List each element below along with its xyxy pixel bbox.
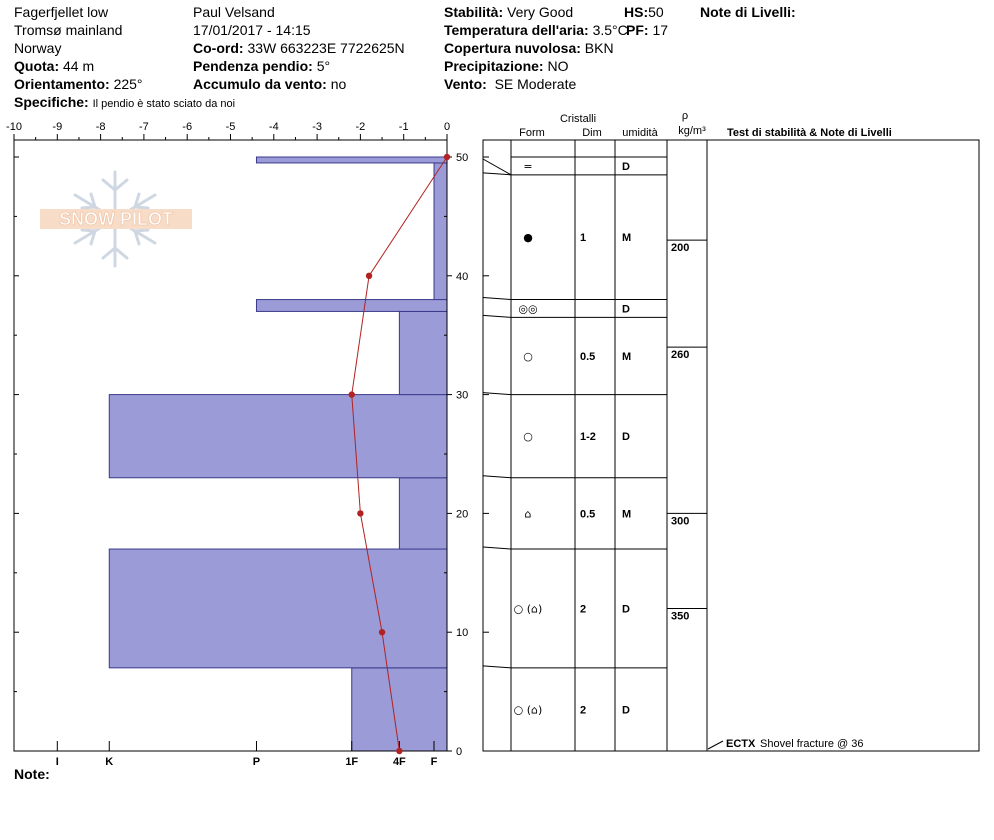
stability-value: Very Good	[507, 4, 574, 20]
layer-dim-1: 1	[580, 232, 587, 245]
temp-tick-label-2: -8	[95, 121, 106, 133]
layer-connector-top	[483, 159, 511, 175]
layer-notes-label: Note di Livelli:	[700, 4, 796, 20]
layer-connector-5	[483, 476, 511, 478]
wind-accumulation-label: Accumulo da vento:	[193, 76, 327, 92]
orientation-value: 225°	[113, 76, 143, 92]
wind-accumulation-value: no	[330, 76, 347, 92]
pf-value: 17	[652, 22, 669, 38]
slope-value: 5°	[316, 58, 331, 74]
stability-test-note-0: Shovel fracture @ 36	[760, 738, 864, 750]
temp-tick-label-10: 0	[443, 121, 451, 133]
density-value-0: 200	[671, 242, 690, 255]
layer-form-2: ◎◎	[518, 302, 538, 316]
header-form: Form	[519, 127, 545, 139]
hardness-bar-3	[109, 395, 447, 478]
layer-dim-5: 0.5	[580, 508, 596, 521]
stability-test-pointer-0	[708, 741, 723, 749]
header-rho: ρ	[681, 110, 689, 122]
hs-label: HS:	[624, 4, 649, 20]
quota-label: Quota:	[14, 58, 60, 74]
layer-connector-3	[483, 315, 511, 317]
temp-tick-label-3: -7	[139, 121, 149, 133]
layer-connector-2	[483, 298, 511, 300]
slope-label: Pendenza pendio:	[193, 58, 313, 74]
hardness-label-3: 1F	[345, 756, 359, 768]
temperature-point-4	[379, 629, 385, 635]
note-label: Note:	[14, 766, 50, 782]
wind-label: Vento:	[444, 76, 487, 92]
height-tick-label-1: 10	[456, 627, 469, 640]
header-crystals: Cristalli	[559, 113, 597, 125]
hs-value: 50	[648, 4, 664, 20]
layer-table-frame	[483, 140, 979, 751]
layer-moisture-6: D	[622, 603, 630, 616]
header-stability-tests: Test di stabilità & Note di Livelli	[727, 127, 892, 139]
temperature-point-5	[396, 748, 402, 754]
region-name: Tromsø mainland	[14, 22, 123, 38]
observation-datetime: 17/01/2017 - 14:15	[193, 22, 311, 38]
header-rho-unit: kg/m³	[678, 125, 706, 137]
hardness-bar-0	[352, 668, 447, 751]
layer-form-5: ⌂	[524, 507, 532, 521]
precipitation-value: NO	[547, 58, 569, 74]
stability-test-code-0: ECTX	[726, 738, 756, 750]
layer-moisture-5: M	[622, 508, 632, 521]
hardness-label-2: P	[252, 756, 261, 768]
layer-form-6: ○ (⌂)	[513, 602, 543, 616]
temp-tick-label-6: -4	[268, 121, 279, 133]
coord-label: Co-ord:	[193, 40, 244, 56]
snow-pilot-logo	[40, 172, 192, 266]
temp-tick-label-5: -5	[225, 121, 236, 133]
layer-connector-6	[483, 547, 511, 549]
temperature-point-0	[444, 154, 450, 160]
layer-moisture-2: D	[622, 303, 630, 316]
precipitation-label: Precipitazione:	[444, 58, 544, 74]
layer-form-1: ●	[523, 231, 533, 245]
hardness-bar-4	[399, 311, 447, 394]
country-name: Norway	[14, 40, 62, 56]
density-value-3: 350	[671, 610, 690, 623]
quota-value: 44 m	[63, 58, 95, 74]
temp-tick-label-4: -6	[182, 121, 193, 133]
hardness-bar-5	[256, 300, 447, 312]
hardness-label-5: F	[430, 756, 438, 768]
height-tick-label-5: 50	[456, 152, 469, 164]
air-temp-value: 3.5°C	[592, 22, 628, 38]
height-tick-label-4: 40	[456, 270, 469, 283]
temperature-point-1	[366, 273, 372, 279]
layer-moisture-7: D	[622, 704, 630, 717]
temperature-point-3	[357, 510, 363, 516]
cloud-cover-value: BKN	[584, 40, 614, 56]
pf-label: PF:	[626, 22, 649, 38]
layer-form-4: ○	[523, 430, 533, 444]
layer-form-0: =	[523, 159, 533, 173]
observer-name: Paul Velsand	[193, 4, 275, 20]
coord-value: 33W 663223E 7722625N	[247, 40, 405, 56]
density-value-2: 300	[671, 515, 690, 528]
header-dim: Dim	[582, 127, 602, 139]
specifics-label: Specifiche:	[14, 94, 89, 110]
orientation-label: Orientamento:	[14, 76, 110, 92]
layer-dim-7: 2	[580, 704, 587, 717]
temp-tick-label-0: -10	[6, 121, 22, 133]
layer-moisture-3: M	[622, 350, 632, 363]
layer-dim-4: 1-2	[580, 431, 596, 444]
temp-tick-label-1: -9	[52, 121, 63, 133]
layer-connector-7	[483, 666, 511, 668]
location-name: Fagerfjellet low	[14, 4, 109, 20]
hardness-bar-1	[109, 549, 447, 668]
density-value-1: 260	[671, 349, 690, 362]
hardness-label-0: I	[55, 756, 59, 768]
height-tick-label-2: 20	[456, 508, 469, 521]
layer-moisture-4: D	[622, 431, 630, 444]
layer-moisture-1: M	[622, 232, 632, 245]
temp-tick-label-8: -2	[355, 121, 366, 133]
hardness-bar-6	[434, 163, 447, 300]
layer-dim-6: 2	[580, 603, 587, 616]
temp-tick-label-9: -1	[398, 121, 409, 133]
temp-tick-label-7: -3	[312, 121, 322, 133]
hardness-label-1: K	[105, 756, 114, 768]
temperature-point-2	[349, 391, 355, 397]
hardness-bar-7	[256, 157, 447, 163]
specifics-value: Il pendio è stato sciato da noi	[92, 98, 236, 110]
logo-text: SNOW PILOT	[59, 209, 173, 229]
hardness-label-4: 4F	[392, 756, 406, 768]
height-tick-label-3: 30	[456, 389, 469, 402]
wind-value: SE Moderate	[494, 76, 577, 92]
layer-form-3: ○	[523, 349, 533, 363]
header-humidity: umidità	[622, 127, 658, 139]
layer-moisture-0: D	[622, 160, 630, 173]
cloud-cover-label: Copertura nuvolosa:	[444, 40, 581, 56]
layer-connector-1	[483, 173, 511, 175]
height-tick-label-0: 0	[456, 746, 463, 758]
hardness-bar-2	[399, 478, 447, 549]
stability-label: Stabilità:	[444, 4, 504, 20]
layer-dim-3: 0.5	[580, 350, 596, 363]
layer-form-7: ○ (⌂)	[513, 703, 543, 717]
air-temp-label: Temperatura dell'aria:	[444, 22, 589, 38]
